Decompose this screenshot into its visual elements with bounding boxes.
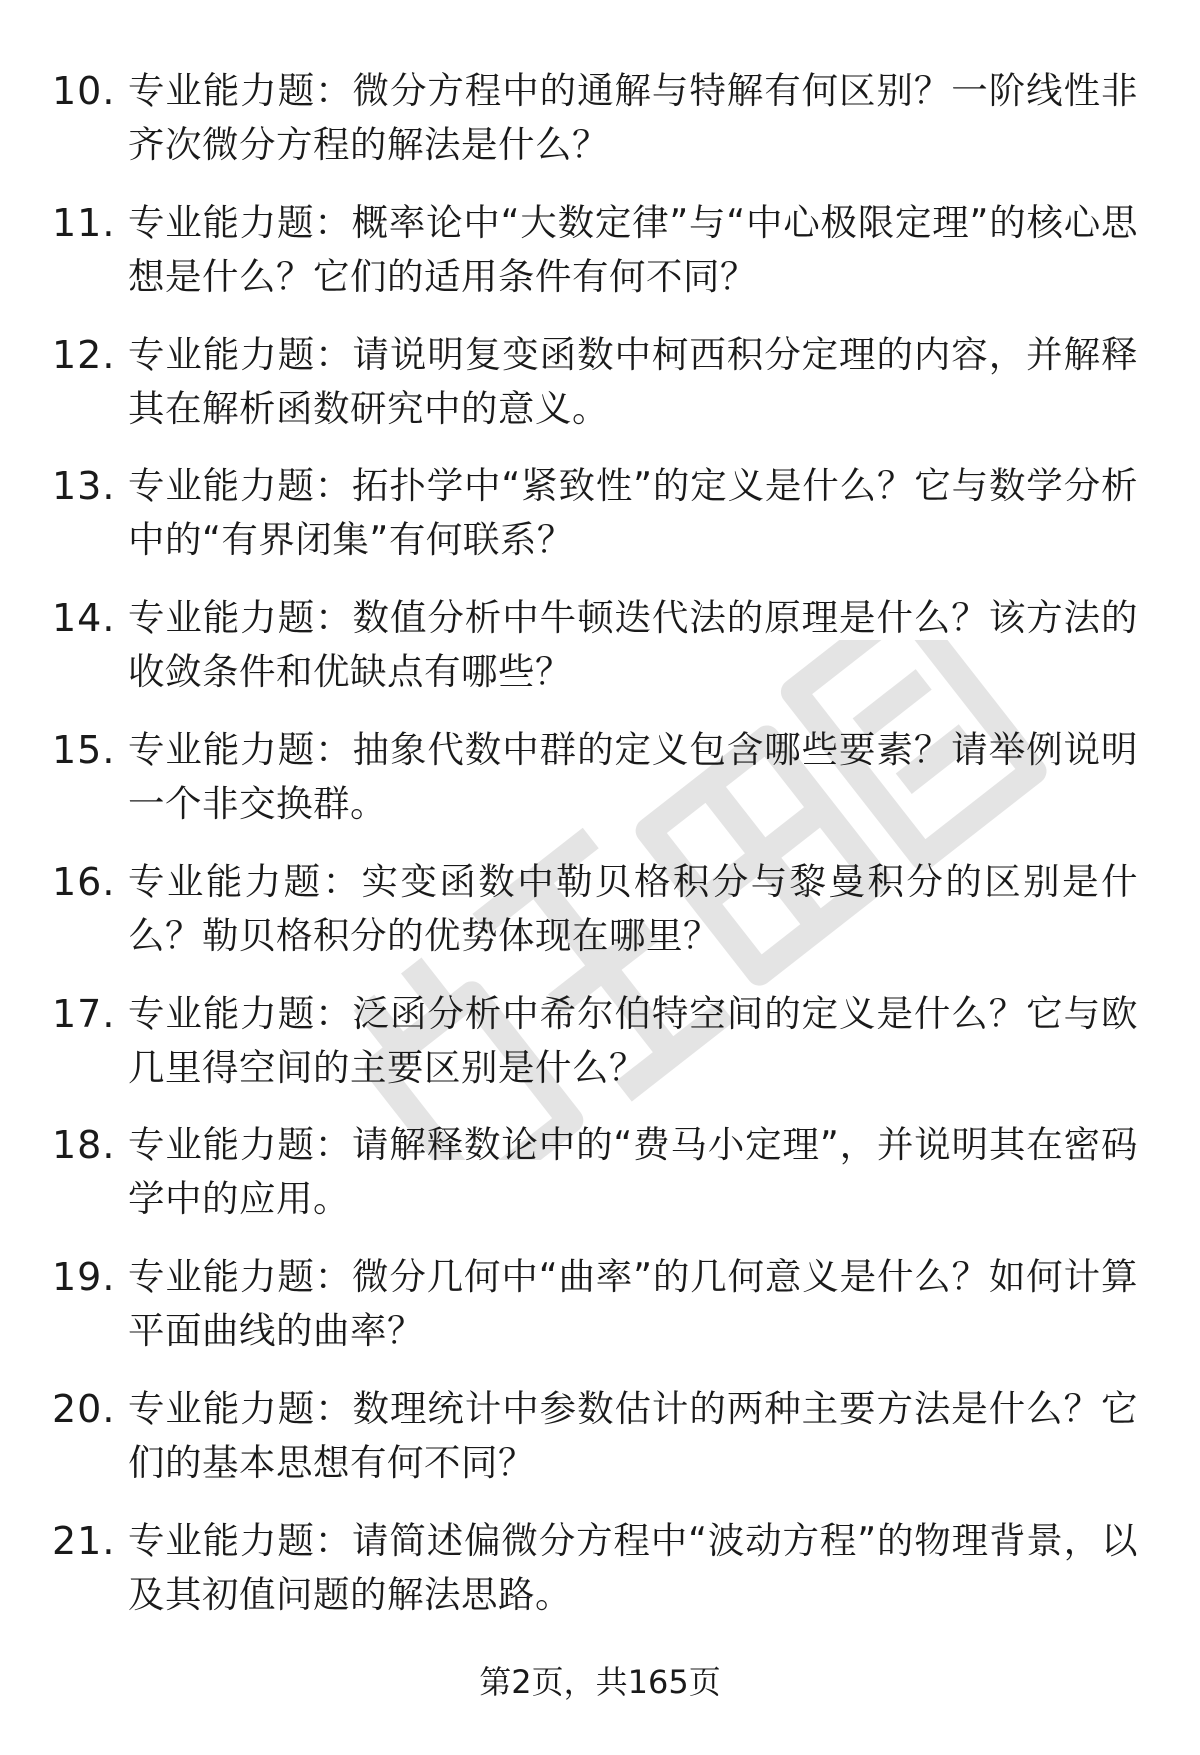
question-number: 15. xyxy=(52,727,116,772)
question-item xyxy=(0,585,1200,717)
question-number: 18. xyxy=(52,1123,116,1168)
question-list xyxy=(0,58,1200,1640)
question-item xyxy=(0,1376,1200,1508)
question-number: 16. xyxy=(52,859,116,904)
question-number: 11. xyxy=(52,200,116,245)
question-number: 19. xyxy=(52,1255,116,1300)
question-number: 10. xyxy=(52,69,116,113)
question-text: 专业能力题：实变函数中勒贝格积分与黎曼积分的区别是什么？勒贝格积分的优势体现在哪里？ xyxy=(128,859,1138,957)
question-text: 专业能力题：数理统计中参数估计的两种主要方法是什么？它们的基本思想有何不同？ xyxy=(128,1386,1138,1484)
question-text: 专业能力题：请说明复变函数中柯西积分定理的内容，并解释其在解析函数研究中的意义。 xyxy=(128,332,1138,430)
question-number: 14. xyxy=(52,596,116,641)
question-text: 专业能力题：微分方程中的通解与特解有何区别？一阶线性非齐次微分方程的解法是什么？ xyxy=(128,69,1138,166)
question-text: 专业能力题：抽象代数中群的定义包含哪些要素？请举例说明一个非交换群。 xyxy=(128,727,1138,825)
question-item xyxy=(0,717,1200,849)
question-item xyxy=(0,322,1200,454)
question-text: 专业能力题：请解释数论中的“费马小定理”，并说明其在密码学中的应用。 xyxy=(128,1123,1138,1221)
question-text: 专业能力题：微分几何中“曲率”的几何意义是什么？如何计算平面曲线的曲率？ xyxy=(128,1255,1138,1353)
question-text: 专业能力题：请简述偏微分方程中“波动方程”的物理背景，以及其初值问题的解法思路。 xyxy=(128,1518,1138,1616)
question-item xyxy=(0,58,1200,190)
question-text: 专业能力题：拓扑学中“紧致性”的定义是什么？它与数学分析中的“有界闭集”有何联系？ xyxy=(128,464,1138,562)
question-text: 专业能力题：概率论中“大数定律”与“中心极限定理”的核心思想是什么？它们的适用条件有何不同？ xyxy=(128,200,1138,298)
question-item xyxy=(0,1112,1200,1244)
question-number: 21. xyxy=(52,1518,116,1563)
question-item xyxy=(0,1244,1200,1376)
question-item xyxy=(0,981,1200,1113)
question-number: 12. xyxy=(52,332,116,377)
question-text: 专业能力题：泛函分析中希尔伯特空间的定义是什么？它与欧几里得空间的主要区别是什么？ xyxy=(128,991,1138,1089)
page-indicator: 第2页，共165页 xyxy=(479,1663,721,1701)
question-number: 17. xyxy=(52,991,116,1036)
question-item xyxy=(0,190,1200,322)
question-item xyxy=(0,453,1200,585)
question-item xyxy=(0,1508,1200,1640)
question-number: 13. xyxy=(52,464,116,509)
question-number: 20. xyxy=(52,1386,116,1431)
question-item xyxy=(0,849,1200,981)
question-text: 专业能力题：数值分析中牛顿迭代法的原理是什么？该方法的收敛条件和优缺点有哪些？ xyxy=(128,596,1138,694)
